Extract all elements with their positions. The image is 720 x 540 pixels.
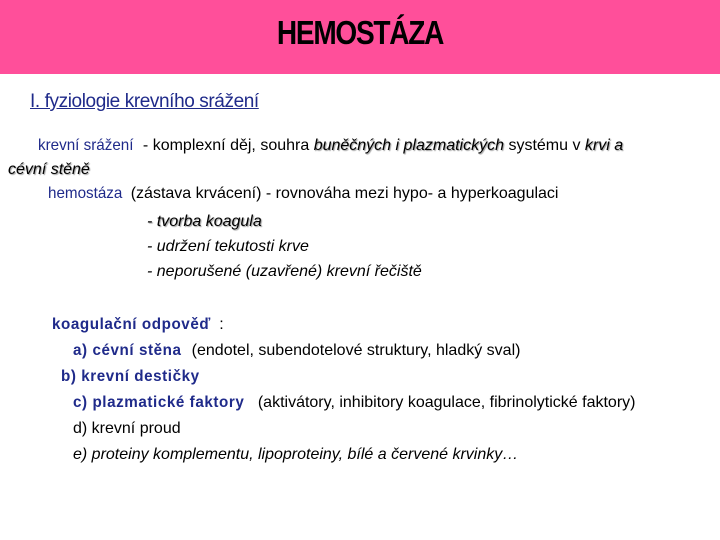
definition-emphasis-2: krvi a <box>584 137 624 154</box>
definition-emphasis-1: buněčných i plazmatických <box>313 137 504 154</box>
definition-line-2: cévní stěně <box>8 161 90 178</box>
coagulation-title-text: koagulační odpověď <box>52 316 211 333</box>
item-a-text: (endotel, subendotelové struktury, hladký sval) <box>187 342 521 359</box>
coagulation-item-a <box>73 341 520 361</box>
coagulation-item-d: d) krevní proud <box>73 420 181 437</box>
hemostasis-item-1: - tvorba koagula <box>147 213 262 230</box>
term-hemostaza: hemostáza <box>48 185 123 202</box>
coagulation-title <box>52 315 224 335</box>
hemostasis-item-3: - neporušené (uzavřené) krevní řečiště <box>147 263 422 280</box>
hemostasis-item-2: - udržení tekutosti krve <box>147 238 309 255</box>
hemostasis-line <box>48 184 558 204</box>
coagulation-item-e: e) proteiny komplementu, lipoproteiny, bílé a červené krvinky… <box>73 446 519 463</box>
coagulation-item-c <box>73 393 635 413</box>
hemostasis-text: (zástava krvácení) - rovnováha mezi hypo- a hyperkoagulaci <box>126 185 559 202</box>
title-banner <box>0 0 720 74</box>
section-heading: I. fyziologie krevního srážení <box>30 91 259 112</box>
definition-text-1: - komplexní děj, souhra <box>138 137 314 154</box>
definition-text-2: systému v <box>504 137 585 154</box>
item-c-label: c) plazmatické faktory <box>73 394 245 411</box>
item-a-label: a) cévní stěna <box>73 342 182 359</box>
term-krevni-srazeni: krevní srážení <box>38 137 134 154</box>
item-b-label: b) krevní destičky <box>61 368 200 385</box>
page-title: HEMOSTÁZA <box>276 14 444 51</box>
item-c-text: (aktivátory, inhibitory koagulace, fibrinolytické faktory) <box>253 394 636 411</box>
definition-line-1 <box>38 136 623 156</box>
coagulation-item-b <box>61 367 207 387</box>
coagulation-colon: : <box>219 316 224 333</box>
